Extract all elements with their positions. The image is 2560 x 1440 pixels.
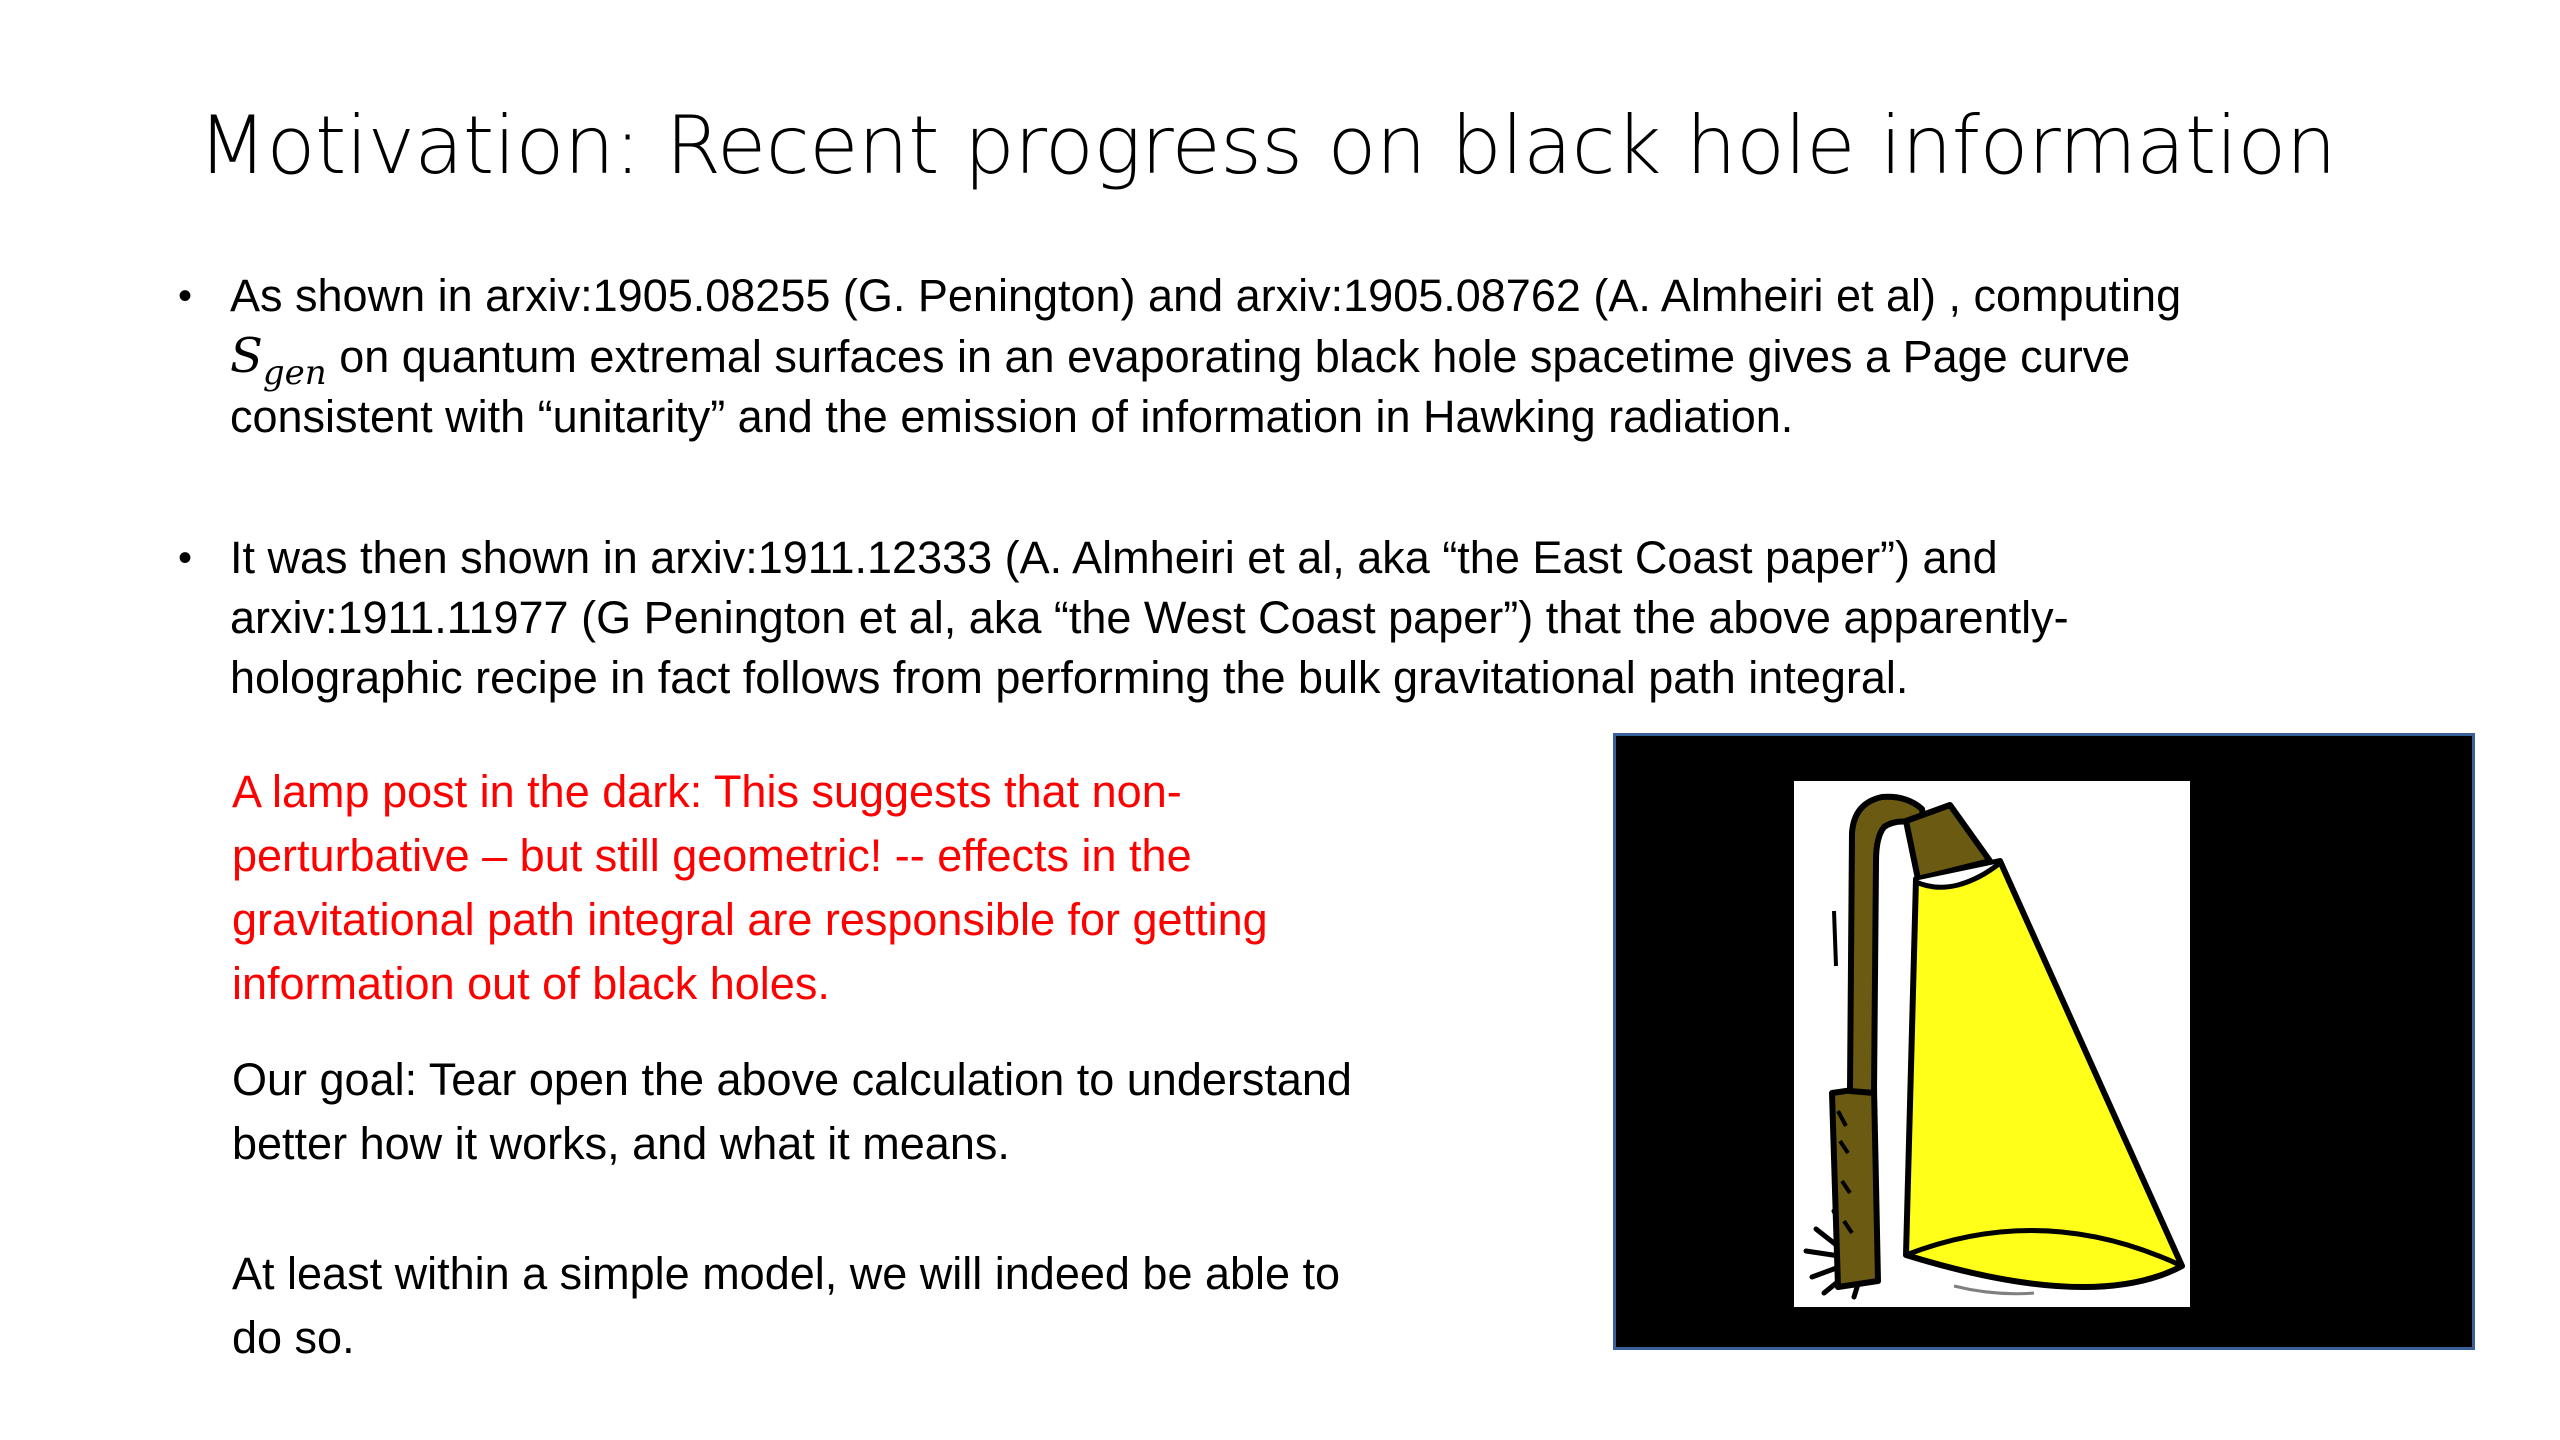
lamp-post-paragraph bbox=[232, 760, 1268, 1016]
math-subscript: gen bbox=[262, 353, 327, 393]
paragraph-line: do so. bbox=[232, 1312, 355, 1363]
bullet-text bbox=[230, 266, 2418, 447]
paragraph-line: gravitational path integral are responsible for getting bbox=[232, 894, 1268, 945]
bullet-text bbox=[230, 528, 2418, 708]
bullet-item-page-curve bbox=[178, 266, 2418, 456]
bullet-line-rest: on quantum extremal surfaces in an evaporating black hole spacetime gives a Page curve bbox=[326, 331, 2131, 382]
paragraph-line: Our goal: Tear open the above calculation to understand bbox=[232, 1054, 1352, 1105]
bullet-line: consistent with “unitarity” and the emission of information in Hawking radiation. bbox=[230, 391, 1794, 442]
bullet-marker: • bbox=[178, 536, 193, 580]
paragraph-line: better how it works, and what it means. bbox=[232, 1118, 1010, 1169]
bullet-marker: • bbox=[178, 274, 193, 318]
slide-title: Motivation: Recent progress on black hole information bbox=[198, 99, 2337, 192]
bullet-line: It was then shown in arxiv:1911.12333 (A. Almheiri et al, aka “the East Coast paper”) and bbox=[230, 532, 1998, 583]
bullet-line: As shown in arxiv:1905.08255 (G. Penington) and arxiv:1905.08762 (A. Almheiri et al) , computing bbox=[230, 270, 2182, 321]
bullet-item-path-integral bbox=[178, 528, 2418, 718]
conclusion-paragraph bbox=[232, 1242, 1340, 1370]
bullet-line: arxiv:1911.11977 (G Penington et al, aka “the West Coast paper”) that the above apparently- bbox=[230, 592, 2069, 643]
math-s-gen bbox=[230, 328, 327, 393]
paragraph-line: At least within a simple model, we will indeed be able to bbox=[232, 1248, 1341, 1299]
paragraph-line: A lamp post in the dark: This suggests that non- bbox=[232, 766, 1182, 817]
math-symbol: S bbox=[230, 328, 263, 384]
goal-paragraph bbox=[232, 1048, 1352, 1176]
bullet-line: holographic recipe in fact follows from performing the bulk gravitational path integral. bbox=[230, 652, 1909, 703]
paragraph-line: information out of black holes. bbox=[232, 958, 830, 1009]
lamp-post-icon bbox=[1794, 781, 2190, 1307]
paragraph-line: perturbative – but still geometric! -- effects in the bbox=[232, 830, 1192, 881]
bullet-line bbox=[230, 326, 2418, 393]
lamp-post-image-panel bbox=[1613, 733, 2475, 1350]
lamp-post-card bbox=[1794, 781, 2190, 1307]
